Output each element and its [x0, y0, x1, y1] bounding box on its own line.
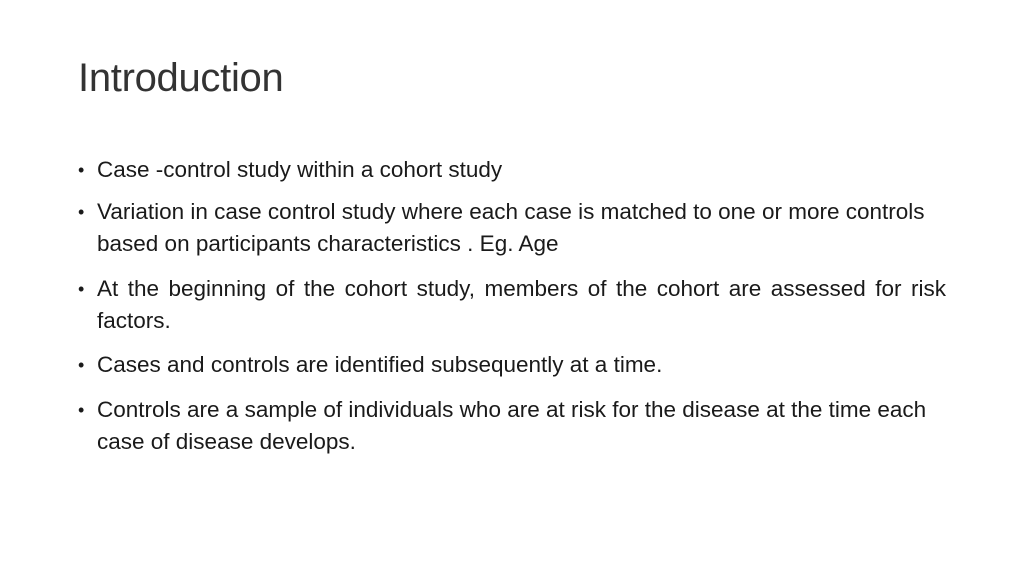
bullet-text: Cases and controls are identified subsequently at a time.: [97, 352, 663, 377]
bullet-list: [78, 154, 946, 458]
bullet-text: Controls are a sample of individuals who are at risk for the disease at the time each case of disease develops.: [97, 397, 927, 454]
bullet-text: Case -control study within a cohort study: [97, 157, 503, 182]
bullet-text: Variation in case control study where each case is matched to one or more controls based on participants characteristics . Eg. Age: [97, 199, 925, 256]
bullet-icon: •: [78, 279, 85, 299]
bullet-text: At the beginning of the cohort study, members of the cohort are assessed for risk factors.: [97, 276, 946, 333]
bullet-item: [78, 394, 946, 458]
slide-title: Introduction: [78, 56, 284, 100]
bullet-item: [78, 273, 946, 337]
bullet-icon: •: [78, 160, 85, 180]
bullet-icon: •: [78, 400, 85, 420]
bullet-icon: •: [78, 202, 85, 222]
bullet-icon: •: [78, 355, 85, 375]
bullet-item: [78, 196, 946, 260]
bullet-item: [78, 349, 946, 381]
bullet-item: [78, 154, 946, 186]
